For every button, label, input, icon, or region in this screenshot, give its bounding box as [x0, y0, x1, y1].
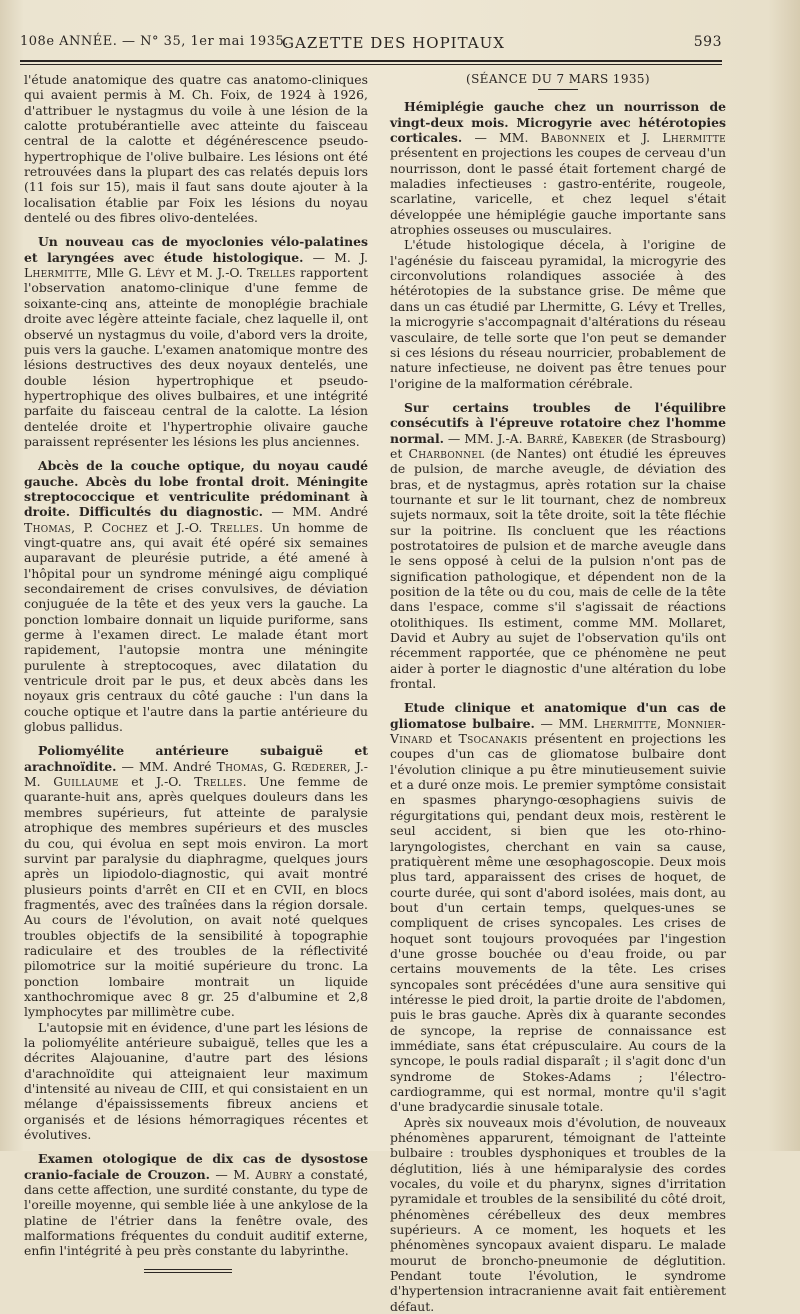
authors-prefix: — M.	[209, 1166, 256, 1182]
session-rule	[538, 89, 578, 90]
intro-paragraph: l'étude anatomique des quatre cas anatomo-cliniques qui avaient permis à M. Ch. Foix, de 1924 à 1926, d'attribuer le nystagmus du voile à une lésion de la calotte protubérantielle avec atteinte du faisceau central de la calotte et dégénérescence pseudo-hypertrophique de l'olive bulbaire. Les lésions ont été retrouvées dans la plupart des cas relatés depuis lors (11 fois sur 15), mais il faut sans doute ajouter à la localisation établie par Foix les lésions du noyau dentelé ou des fibres olivo-dentelées.	[24, 72, 368, 226]
session-heading: (SÉANCE DU 7 MARS 1935)	[465, 72, 651, 86]
article-title: Un nouveau cas de myoclonies vélo-palatines et laryngées avec étude histologique.	[24, 234, 368, 265]
article-poliomyelite	[24, 743, 368, 1142]
author-name: Cochez	[101, 519, 148, 535]
author-name: Trelles	[247, 265, 296, 281]
authors-separator: , Mlle G.	[87, 265, 147, 281]
authors-prefix: — MM. J.-A.	[443, 430, 527, 446]
article-paragraph	[24, 458, 368, 734]
header-rule	[20, 60, 722, 62]
article-body: présentent en projections les coupes de cerveau d'un nourrisson, dont le passé était fortement chargé de maladies infectieuses : gastro-entérite, rougeole, scarlatine, varicelle, et chez lequel s'était développée une hémiplégie gauche importante sans atrophies osseuses ou musculaires.	[390, 145, 726, 238]
author-name: Kabeker	[571, 430, 623, 446]
header-year: 108e ANNÉE.	[20, 34, 118, 49]
author-name: Barré	[526, 430, 564, 446]
authors-separator: et J.-O.	[147, 519, 211, 535]
article-paragraph	[390, 700, 726, 1114]
page-header	[20, 34, 722, 56]
article-body: rapportent l'observation anatomo-clinique d'une femme de soixante-cinq ans, atteinte de monoplégie brachiale droite avec légère atteinte faciale, chez laquelle il, ont observé un nystagmus du voile, d'abord vers la droite, puis vers la gauche. L'examen anatomique montre des lésions destructives des deux noyaux dentelés, une double lésion hypertrophique et pseudo-hypertrophique des olives bulbaires, et une intégrité parfaite du faisceau central de la calotte. La lésion dentelée droite et l'hypertrophie olivaire gauche paraissent représenter les lésions les plus anciennes.	[24, 265, 368, 449]
authors-separator: (de Strasbourg) et	[390, 430, 726, 461]
article-equilibre	[390, 400, 726, 692]
article-paragraph	[24, 743, 368, 1019]
article-body: a constaté, dans cette affection, une surdité constante, du type de l'oreille moyenne, qui semble liée à une ankylose de la platine de l'étrier dans la fenêtre ovale, des malformations fréquentes du conduit auditif externe, enfin l'intégrité à peu près constante du labyrinthe.	[24, 1166, 368, 1259]
author-name: Monnier-Vinard	[390, 715, 726, 747]
article-title: Sur certains troubles de l'équilibre consécutifs à l'épreuve rotatoire chez l'homme normal.	[390, 399, 726, 446]
authors-separator: , J.-M.	[24, 758, 368, 790]
article-paragraph	[390, 400, 726, 692]
authors-separator: ,	[657, 715, 667, 731]
header-page-number: 593	[693, 34, 722, 50]
author-name: Lhermitte	[593, 715, 658, 731]
article-body: . Un homme de vingt-quatre ans, qui avait été opéré six semaines auparavant de pleurésie putride, a été amené à l'hôpital pour un syndrome méningé aigu compliqué secondairement de crises convulsives, de déviation conjuguée de la tête et des yeux vers la gauche. La ponction lombaire donnait un liquide puriforme, sans germe à l'examen direct. Le malade étant mort rapidement, l'autopsie montra une méningite purulente à streptocoques, avec dilatation du ventricule droit par le pus, et deux abcès dans les noyaux gris centraux du côté gauche : l'un dans la couche optique et l'autre dans la partie antérieure du globus pallidus.	[24, 519, 368, 735]
authors-separator: et	[432, 731, 459, 747]
author-name: Trelles	[194, 774, 243, 790]
article-paragraph-2: L'autopsie mit en évidence, d'une part les lésions de la poliomyélite antérieure subaiguë, telles que les a décrites Alajouanine, d'autre part des lésions d'arachnoïdite qui atteignaient leur maximum d'intensité au niveau de CIII, et qui consistaient en un mélange d'épaississements fibreux anciens et organisés et de lésions hémorragiques récentes et évolutives.	[24, 1019, 368, 1143]
authors-separator: et J.-O.	[118, 774, 195, 790]
authors-separator: et J.	[605, 130, 663, 146]
author-name: Tsocanakis	[458, 731, 528, 747]
article-myoclonies	[24, 234, 368, 449]
article-hemiplegie	[390, 99, 726, 391]
article-title: Poliomyélite antérieure subaiguë et arachnoïdite.	[24, 743, 368, 774]
authors-prefix: — MM. André	[262, 504, 368, 520]
authors-prefix: — M. J.	[303, 249, 369, 265]
article-body: présentent en projections les coupes d'un cas de gliomatose bulbaire dont l'évolution clinique a pu être minutieusement suivie et a duré onze mois. Le premier symptôme consistait en spasmes pharyngo-œsophagiens suivis de régurgitations qui, pendant deux mois, restèrent le seul accident, si bien que les oto-rhino-laryngologistes, cherchant en vain sa cause, pratiquèrent même une œsophagoscopie. Deux mois plus tard, apparaissent des crises de hoquet, de courte durée, qui sont d'abord isolées, mais dont, au bout d'un certain temps, quelques-unes se compliquent de crises syncopales. Les crises de hoquet sont toujours provoquées par l'ingestion d'une grosse bouchée ou d'eau froide, ou par certains mouvements de la tête. Les crises syncopales sont précédées d'une aura sensitive qui intéresse le pied droit, la partie droite de l'abdomen, puis le bras gauche. Après dix à quarante secondes de syncope, la reprise de connaissance est immédiate, sans état crépusculaire. Au cours de la syncope, le pouls radial disparaît ; il s'agit donc d'un syndrome de Stokes-Adams ; l'électro-cardiogramme, qui est normal, montre qu'il s'agit d'une bradycardie sinusale totale.	[390, 731, 726, 1115]
header-title: GAZETTE DES HOPITAUX	[282, 34, 505, 52]
article-paragraph	[24, 1151, 368, 1258]
right-column	[390, 72, 726, 1314]
author-name: Charbonnel	[408, 445, 485, 461]
article-paragraph	[390, 99, 726, 237]
end-rule	[144, 1269, 232, 1273]
article-paragraph-2: L'étude histologique décela, à l'origine de l'agénésie du faisceau pyramidal, la microgyrie des circonvolutions rolandiques associée à des hétérotopies de la substance grise. De même que dans un cas étudié par Lhermitte, G. Lévy et Trelles, la microgyrie s'accompagnait d'altérations du réseau vasculaire, de telle sorte que l'on peut se demander si ces lésions du réseau nourricier, probablement de nature infectieuse, ne doivent pas être tenues pour l'origine de la malformation cérébrale.	[390, 237, 726, 391]
author-name: Lhermitte	[662, 130, 726, 146]
author-name: Rœderer	[291, 758, 347, 774]
author-name: Guillaume	[53, 774, 119, 790]
authors-prefix: — MM.	[534, 715, 594, 731]
authors-separator: ,	[563, 430, 572, 446]
authors-separator: , P.	[71, 519, 102, 535]
article-abces	[24, 458, 368, 734]
article-gliomatose	[390, 700, 726, 1314]
author-name: Trelles	[210, 519, 260, 535]
header-issue: N° 35, 1er mai 1935.	[140, 34, 289, 49]
authors-prefix: — MM.	[462, 130, 541, 146]
header-rule-thin	[20, 64, 722, 65]
article-paragraph	[24, 234, 368, 449]
authors-prefix: — MM. André	[116, 758, 217, 774]
article-title: Abcès de la couche optique, du noyau caudé gauche. Abcès du lobe frontal droit. Méningite streptococcique et ventriculite prédominant à droite. Difficultés du diagnostic.	[24, 458, 368, 520]
authors-separator: et M. J.-O.	[174, 265, 248, 281]
authors-separator: , G.	[263, 758, 292, 774]
article-body: . Une femme de quarante-huit ans, après quelques douleurs dans les membres supérieurs, fut atteinte de paralysie atrophique des membres supérieurs et des muscles du cou, qui évolua en sept mois environ. La mort survint par paralysie du diaphragme, quelques jours après un lipiodolo-diagnostic, qui avait montré plusieurs points d'arrêt en CII et en CVII, en blocs fragmentés, avec des traînées dans la région dorsale. Au cours de l'évolution, on avait noté quelques troubles objectifs de la sensibilité à topographie radiculaire et des troubles de la réflectivité pilomotrice sur la moitié supérieure du tronc. La ponction lombaire montrait un liquide xanthochromique avec 8 gr. 25 d'albumine et 2,8 lymphocytes par millimètre cube.	[24, 774, 368, 1020]
article-title: Hémiplégie gauche chez un nourrisson de vingt-deux mois. Microgyrie avec hétérotopies corticales.	[390, 99, 726, 146]
author-name: Babonneix	[540, 130, 606, 146]
author-name: Thomas	[216, 758, 264, 774]
author-name: Thomas	[24, 519, 72, 535]
header-separator: —	[122, 34, 136, 49]
article-title: Etude clinique et anatomique d'un cas de gliomatose bulbaire.	[390, 700, 726, 731]
article-title: Examen otologique de dix cas de dysostose cranio-faciale de Crouzon.	[24, 1151, 368, 1182]
article-crouzon	[24, 1151, 368, 1258]
author-name: Lhermitte	[24, 265, 88, 281]
author-name: Aubry	[255, 1166, 293, 1182]
author-name: Lévy	[146, 265, 175, 281]
article-paragraph-2: Après six nouveaux mois d'évolution, de nouveaux phénomènes apparurent, témoignant de l'atteinte bulbaire : troubles dysphoniques et troubles de la déglutition, liés à une hémiparalysie des cordes vocales, du voile et du pharynx, signes d'irritation pyramidale et troubles de la sensibilité du côté droit, phénomènes cérébelleux des deux membres supérieurs. A ce moment, les hoquets et les phénomènes syncopaux avaient disparu. Le malade mourut de broncho-pneumonie de déglutition. Pendant toute l'évolution, le syndrome d'hypertension intracranienne avait fait entièrement défaut.	[390, 1114, 726, 1314]
left-column	[24, 72, 368, 1273]
header-issue-info	[20, 34, 289, 49]
article-body: (de Nantes) ont étudié les épreuves de pulsion, de marche aveugle, de déviation des bras, et de nystagmus, après rotation sur la chaise tournante et sur le lit tournant, chez de nombreux sujets normaux, soit la tête droite, soit la tête fléchie sur la poitrine. Ils concluent que les réactions postrotatoires de pulsion et de marche aveugle dans le sens opposé à celui de la pulsion n'ont pas de signification pathologique, et dépendent non de la position de la tête ou du cou, mais de celle de la tête dans l'espace, comme s'il s'agissait de réactions otolithiques. Ils estiment, comme MM. Mollaret, David et Aubry au sujet de l'observation qu'ils ont récemment rapportée, que ce phénomène ne peut aider à porter le diagnostic d'une altération du lobe frontal.	[390, 445, 726, 692]
